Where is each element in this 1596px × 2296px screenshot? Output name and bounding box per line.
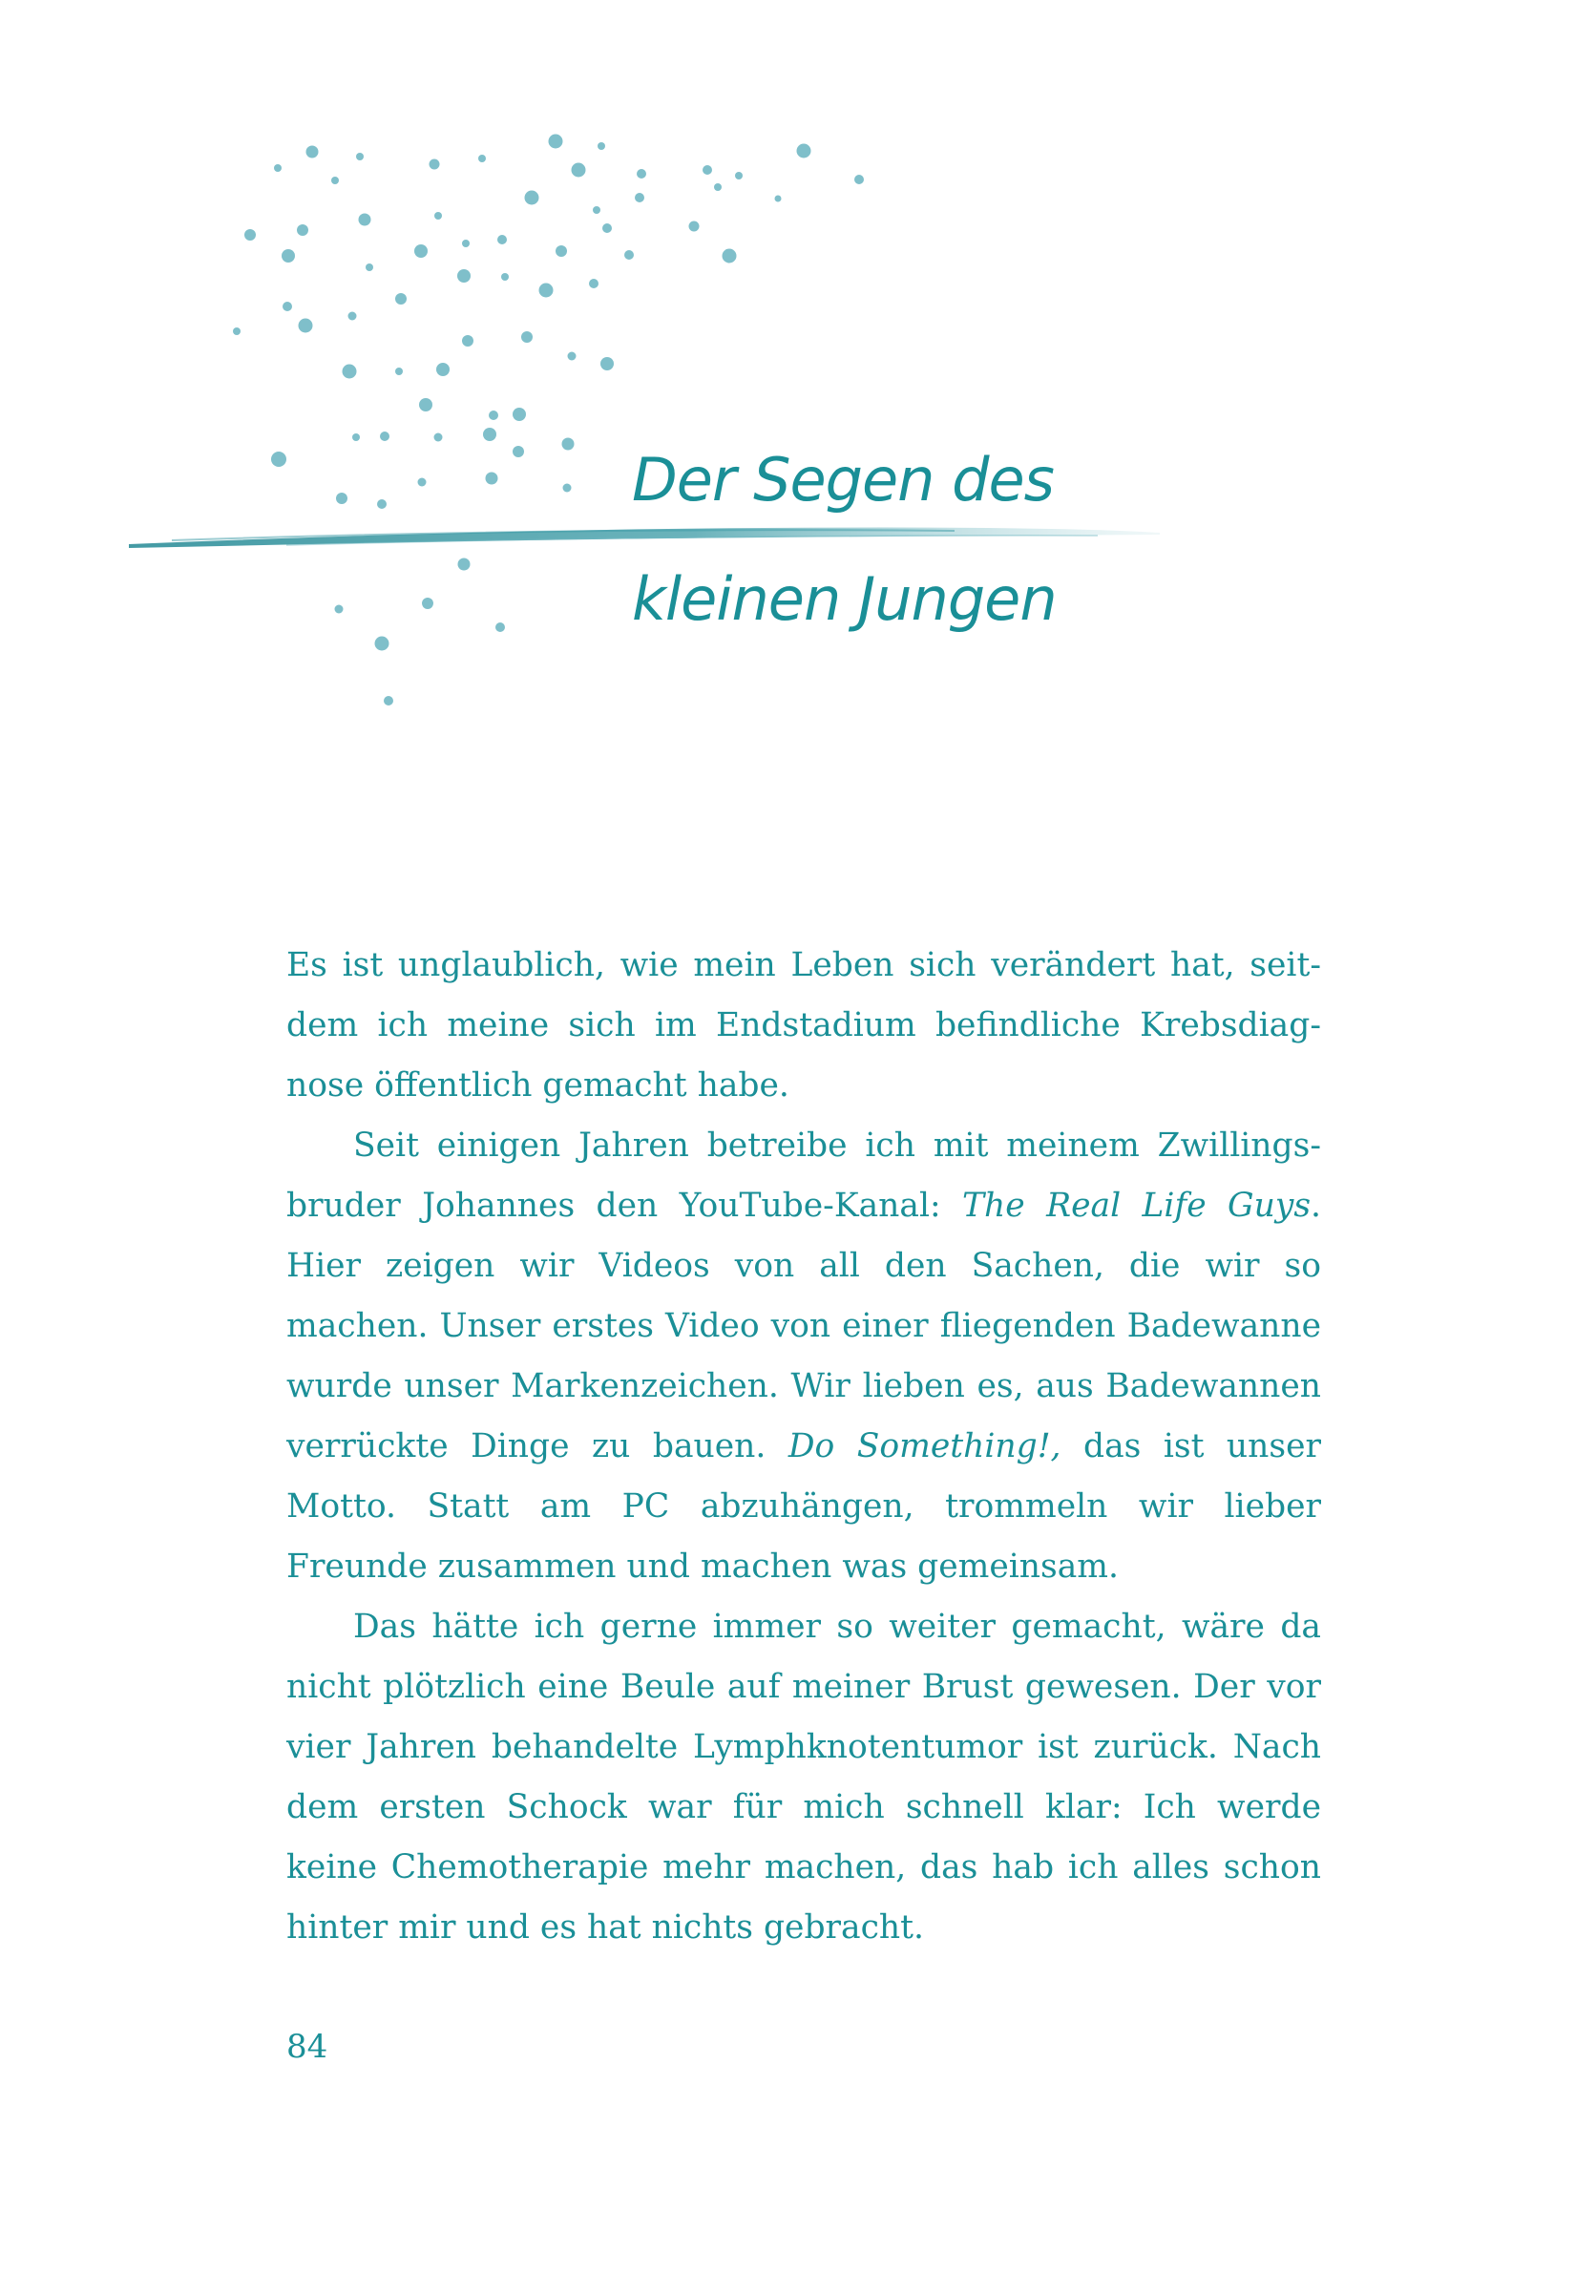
paragraph-3: Das hätte ich gerne immer so weiter gemacht, wäre da nicht plötzlich eine Beule auf meiner Brust gewesen. Der vor vier Jahren behandelte Lymphknotentumor ist zurück. Nach dem ersten Schock war für mich schnell klar: Ich werde keine Chemotherapie mehr machen, das hab ich alles schon hinter mir und es hat nichts gebracht. xyxy=(286,1608,1321,1947)
chapter-body xyxy=(286,936,1321,1958)
paragraph-2-text-c: das ist unser Motto. Statt am PC abzuhängen, trommeln wir lieber Freunde zusammen und machen was gemeinsam. xyxy=(286,1427,1321,1586)
paragraph-2-text-a: Seit einigen Jahren betreibe ich mit meinem Zwillingsbruder Johannes den YouTube-Kanal: xyxy=(286,1127,1321,1225)
paragraph-2 xyxy=(286,1116,1321,1597)
chapter-title-line-1: Der Segen des xyxy=(632,445,1054,515)
chapter-title-line-2: kleinen Jungen xyxy=(632,564,1057,634)
paragraph-1: Es ist unglaublich, wie mein Leben sich verändert hat, seitdem ich meine sich im Endstadium befindliche Krebsdiagnose öffentlich gemacht habe. xyxy=(286,946,1321,1105)
channel-name-italic: The Real Life Guys xyxy=(962,1187,1312,1225)
chapter-title xyxy=(632,420,1057,659)
page-number: 84 xyxy=(286,2028,328,2066)
paragraph-2-text-b: . Hier zeigen wir Videos von all den Sachen, die wir so machen. Unser erstes Video von einer fliegenden Badewanne wurde unser Markenzeichen. Wir lieben es, aus Badewannen verrückte Dinge zu bauen. xyxy=(286,1187,1321,1465)
motto-italic: Do Something!, xyxy=(788,1427,1061,1465)
